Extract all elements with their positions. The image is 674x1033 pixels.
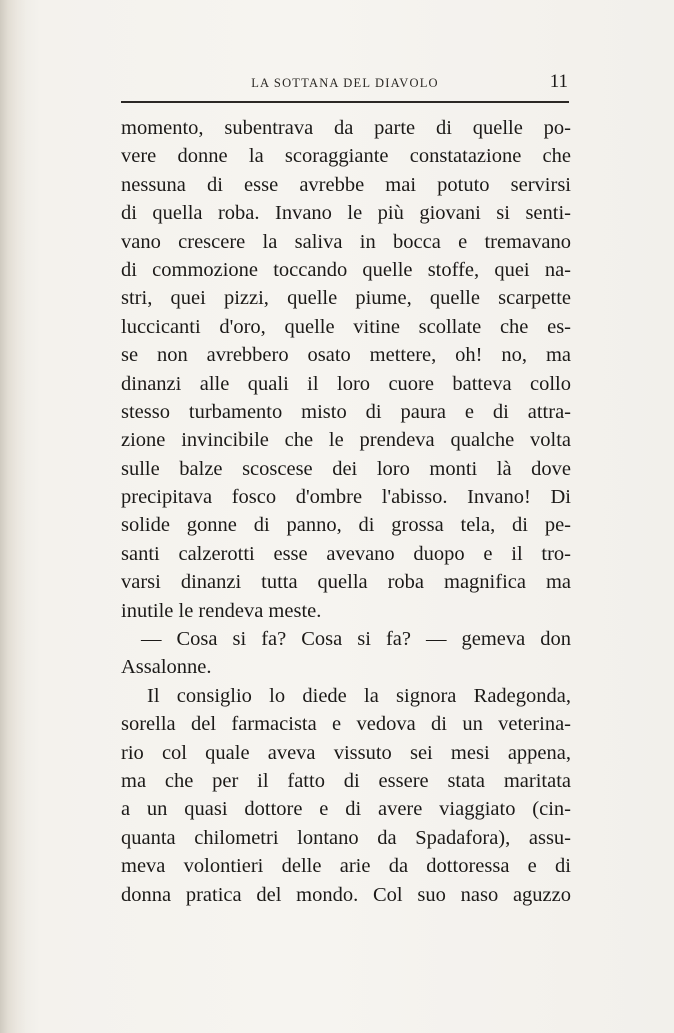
- text-line: momento, subentrava da parte di quelle po-: [121, 117, 571, 139]
- text-line: Assalonne.: [121, 656, 212, 679]
- text-line: di commozione toccando quelle stoffe, quei na-: [121, 258, 571, 281]
- text-line: sorella del farmacista e vedova di un veterina-: [121, 713, 571, 736]
- text-line: precipitava fosco d'ombre l'abisso. Invano! Di: [121, 486, 571, 509]
- binding-edge: [0, 0, 26, 1033]
- text-line: vano crescere la saliva in bocca e tremavano: [121, 230, 571, 253]
- text-line: inutile le rendeva meste.: [121, 599, 322, 622]
- text-line: quanta chilometri lontano da Spadafora), assu-: [121, 826, 571, 849]
- page-number: 11: [549, 71, 568, 92]
- header-rule: [121, 101, 569, 103]
- text-line: dinanzi alle quali il loro cuore batteva collo: [121, 372, 571, 395]
- text-line: stri, quei pizzi, quelle piume, quelle scarpette: [121, 287, 571, 310]
- dialogue-line: — Cosa si fa? Cosa si fa? — gemeva don: [141, 628, 571, 651]
- page-header: [120, 70, 570, 100]
- text-line: se non avrebbero osato mettere, oh! no, ma: [121, 344, 571, 367]
- text-line: santi calzerotti esse avevano duopo e il tro-: [121, 542, 571, 565]
- text-line: zione invincibile che le prendeva qualche volta: [121, 429, 571, 452]
- text-line: donna pratica del mondo. Col suo naso aguzzo: [121, 883, 571, 906]
- text-line: a un quasi dottore e di avere viaggiato (cin-: [121, 798, 571, 821]
- text-line: sulle balze scoscese dei loro monti là dove: [121, 457, 571, 480]
- body-text: [121, 114, 571, 909]
- text-line: di quella roba. Invano le più giovani si senti-: [121, 202, 571, 225]
- paragraph-start: Il consiglio lo diede la signora Radegonda,: [147, 684, 571, 707]
- text-line: meva volontieri delle arie da dottoressa e di: [121, 855, 571, 878]
- text-line: nessuna di esse avrebbe mai potuto servirsi: [121, 173, 571, 196]
- text-line: luccicanti d'oro, quelle vitine scollate che es-: [121, 315, 571, 338]
- text-line: vere donne la scoraggiante constatazione che: [121, 145, 571, 168]
- text-line: varsi dinanzi tutta quella roba magnifica ma: [121, 571, 571, 594]
- text-line: solide gonne di panno, di grossa tela, di pe-: [121, 514, 571, 537]
- text-line: ma che per il fatto di essere stata maritata: [121, 769, 571, 792]
- running-title: LA SOTTANA DEL DIAVOLO: [251, 76, 439, 90]
- text-line: rio col quale aveva vissuto sei mesi appena,: [121, 741, 571, 764]
- text-line: stesso turbamento misto di paura e di attra-: [121, 400, 571, 423]
